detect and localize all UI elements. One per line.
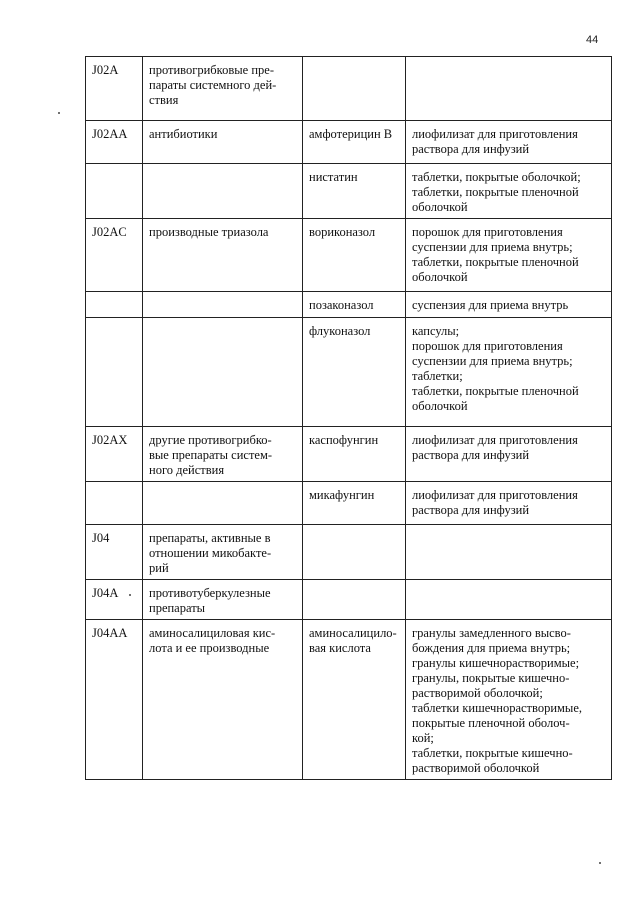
table-row [86,525,612,580]
substance-cell: нистатин [303,164,406,219]
code-cell: J04 [86,525,143,580]
group-cell [143,292,303,318]
form-cell: лиофилизат для приготовления раствора для инфузий [406,121,612,164]
table-row [86,318,612,427]
substance-cell: позаконазол [303,292,406,318]
code-cell: J02A [86,57,143,121]
form-cell [406,525,612,580]
table-row [86,620,612,780]
table-row [86,482,612,525]
code-cell: J04AA [86,620,143,780]
code-cell: J04A [86,580,143,620]
form-cell: лиофилизат для приготовления раствора для инфузий [406,427,612,482]
form-cell [406,580,612,620]
group-cell: противогрибковые пре- параты системного дей- ствия [143,57,303,121]
form-cell: лиофилизат для приготовления раствора для инфузий [406,482,612,525]
substance-cell: микафунгин [303,482,406,525]
substance-cell: каспофунгин [303,427,406,482]
scan-speck [599,862,601,864]
substance-cell: амфотерицин В [303,121,406,164]
page-number: 44 [586,34,599,46]
group-cell: препараты, активные в отношении микобакте- рий [143,525,303,580]
group-cell: аминосалициловая кис- лота и ее производные [143,620,303,780]
table-row [86,427,612,482]
form-cell: порошок для приготовления суспензии для приема внутрь; таблетки, покрытые пленочной оболочкой [406,219,612,292]
table-row [86,580,612,620]
scan-speck [129,594,131,596]
code-cell [86,482,143,525]
code-cell [86,292,143,318]
table-row [86,292,612,318]
table-row [86,121,612,164]
group-cell: противотуберкулезные препараты [143,580,303,620]
form-cell: суспензия для приема внутрь [406,292,612,318]
group-cell: производные триазола [143,219,303,292]
table-row [86,57,612,121]
code-cell [86,318,143,427]
table-row [86,164,612,219]
form-cell: капсулы; порошок для приготовления суспензии для приема внутрь; таблетки; таблетки, покрытые пленочной оболочкой [406,318,612,427]
group-cell [143,482,303,525]
code-cell: J02AC [86,219,143,292]
substance-cell: вориконазол [303,219,406,292]
table-row [86,219,612,292]
code-cell: J02AA [86,121,143,164]
group-cell [143,318,303,427]
substance-cell: флуконазол [303,318,406,427]
code-cell: J02AX [86,427,143,482]
form-cell: гранулы замедленного высво- бождения для приема внутрь; гранулы кишечнорастворимые; гранулы, покрытые кишечно- растворимой оболочкой; таблетки кишечнорастворимые, покрытые пленочной оболоч- кой; таблетки, покрытые кишечно- растворимой оболочкой [406,620,612,780]
group-cell: другие противогрибко- вые препараты систем- ного действия [143,427,303,482]
scan-speck [58,112,60,114]
drug-table [85,56,612,780]
form-cell: таблетки, покрытые оболочкой; таблетки, покрытые пленочной оболочкой [406,164,612,219]
substance-cell [303,57,406,121]
substance-cell [303,525,406,580]
group-cell: антибиотики [143,121,303,164]
substance-cell [303,580,406,620]
group-cell [143,164,303,219]
code-cell [86,164,143,219]
form-cell [406,57,612,121]
substance-cell: аминосалицило- вая кислота [303,620,406,780]
